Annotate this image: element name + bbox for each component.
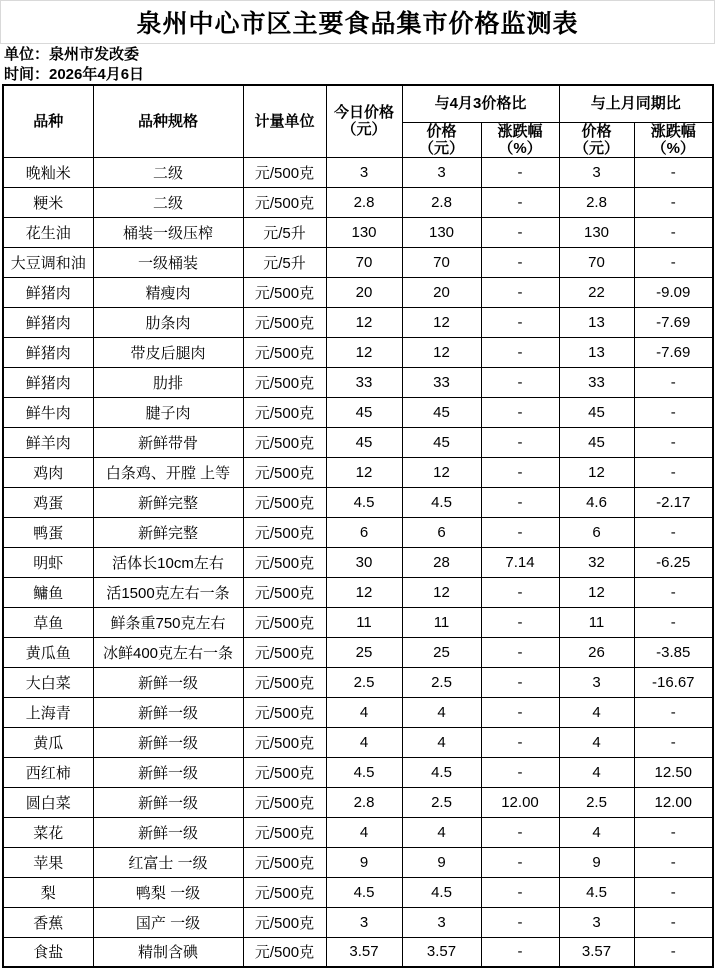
cell-month-price: 2.8 [559,187,634,217]
cell-month-change: 12.50 [634,757,713,787]
cell-apr3-change: - [481,817,559,847]
col-header-month-change-line1: 涨跌幅 [650,122,696,140]
cell-month-price: 4 [559,727,634,757]
cell-variety: 鲜猪肉 [3,367,93,397]
cell-month-change: -6.25 [634,547,713,577]
cell-today-price: 12 [326,577,402,607]
cell-month-change: - [634,577,713,607]
cell-spec: 冰鲜400克左右一条 [93,637,243,667]
cell-spec: 活体长10cm左右 [93,547,243,577]
col-header-spec: 品种规格 [93,85,243,157]
cell-month-change: - [634,937,713,967]
cell-month-change: - [634,517,713,547]
cell-spec: 鸭梨 一级 [93,877,243,907]
cell-variety: 梨 [3,877,93,907]
cell-unit: 元/500克 [243,427,326,457]
cell-variety: 鸡肉 [3,457,93,487]
cell-month-price: 33 [559,367,634,397]
table-row [3,307,713,337]
table-row [3,457,713,487]
table-row [3,157,713,187]
table-row [3,187,713,217]
cell-apr3-change: - [481,487,559,517]
cell-spec: 新鲜一级 [93,817,243,847]
table-row [3,937,713,967]
cell-unit: 元/5升 [243,247,326,277]
cell-spec: 桶装一级压榨 [93,217,243,247]
cell-unit: 元/500克 [243,727,326,757]
cell-month-change: - [634,457,713,487]
table-row [3,397,713,427]
cell-spec: 腱子肉 [93,397,243,427]
cell-variety: 花生油 [3,217,93,247]
cell-month-price: 11 [559,607,634,637]
cell-apr3-price: 3 [402,907,481,937]
cell-month-price: 3 [559,907,634,937]
cell-month-price: 13 [559,337,634,367]
cell-spec: 二级 [93,187,243,217]
cell-month-price: 32 [559,547,634,577]
cell-today-price: 4 [326,727,402,757]
cell-spec: 国产 一级 [93,907,243,937]
table-row [3,517,713,547]
cell-apr3-price: 4.5 [402,877,481,907]
cell-month-change: -2.17 [634,487,713,517]
col-header-unit: 计量单位 [243,85,326,157]
cell-month-price: 9 [559,847,634,877]
cell-month-price: 2.5 [559,787,634,817]
cell-today-price: 30 [326,547,402,577]
col-header-apr3-change-line2: （%） [498,139,542,157]
col-header-month-price-line2: （元） [573,139,619,157]
cell-spec: 红富士 一级 [93,847,243,877]
cell-today-price: 130 [326,217,402,247]
cell-variety: 鲜猪肉 [3,277,93,307]
cell-unit: 元/500克 [243,397,326,427]
cell-month-change: -7.69 [634,337,713,367]
col-header-apr3-price-line2: （元） [418,139,464,157]
table-row [3,757,713,787]
cell-month-change: -9.09 [634,277,713,307]
cell-variety: 黄瓜 [3,727,93,757]
table-row [3,667,713,697]
cell-today-price: 9 [326,847,402,877]
cell-today-price: 2.8 [326,787,402,817]
cell-unit: 元/500克 [243,667,326,697]
table-row [3,607,713,637]
cell-variety: 鲜羊肉 [3,427,93,457]
table-row [3,727,713,757]
cell-month-change: - [634,607,713,637]
cell-apr3-change: - [481,607,559,637]
table-row [3,787,713,817]
cell-month-change: - [634,157,713,187]
cell-today-price: 4.5 [326,877,402,907]
cell-unit: 元/500克 [243,307,326,337]
cell-spec: 新鲜一级 [93,667,243,697]
cell-apr3-price: 12 [402,337,481,367]
cell-unit: 元/500克 [243,547,326,577]
cell-month-price: 130 [559,217,634,247]
cell-variety: 圆白菜 [3,787,93,817]
header-row-1 [3,85,713,122]
table-row [3,427,713,457]
cell-apr3-price: 4 [402,727,481,757]
col-header-apr3-price [402,122,481,157]
cell-spec: 肋条肉 [93,307,243,337]
cell-month-price: 4 [559,697,634,727]
cell-variety: 大白菜 [3,667,93,697]
cell-unit: 元/500克 [243,517,326,547]
cell-today-price: 4 [326,697,402,727]
cell-month-change: - [634,847,713,877]
cell-variety: 鲜猪肉 [3,337,93,367]
table-row [3,817,713,847]
cell-unit: 元/500克 [243,187,326,217]
col-header-apr3-change [481,122,559,157]
cell-today-price: 2.5 [326,667,402,697]
cell-today-price: 4.5 [326,757,402,787]
cell-apr3-change: - [481,757,559,787]
table-row [3,637,713,667]
cell-month-change: -3.85 [634,637,713,667]
cell-apr3-change: - [481,727,559,757]
cell-apr3-price: 3.57 [402,937,481,967]
table-row [3,487,713,517]
table-row [3,367,713,397]
cell-spec: 新鲜一级 [93,757,243,787]
cell-variety: 鸭蛋 [3,517,93,547]
table-row [3,247,713,277]
cell-apr3-price: 2.8 [402,187,481,217]
cell-apr3-change: - [481,517,559,547]
cell-unit: 元/500克 [243,937,326,967]
table-body [3,157,713,967]
col-header-month-change-line2: （%） [651,139,695,157]
cell-variety: 食盐 [3,937,93,967]
cell-variety: 晚籼米 [3,157,93,187]
table-header [3,85,713,157]
cell-month-price: 12 [559,577,634,607]
cell-month-change: - [634,397,713,427]
cell-month-change: - [634,907,713,937]
cell-month-price: 45 [559,427,634,457]
page-title: 泉州中心市区主要食品集市价格监测表 [0,0,715,44]
cell-month-price: 4.6 [559,487,634,517]
cell-today-price: 12 [326,337,402,367]
cell-apr3-change: - [481,697,559,727]
cell-apr3-change: - [481,877,559,907]
cell-month-price: 6 [559,517,634,547]
cell-month-price: 3 [559,157,634,187]
cell-month-price: 4 [559,757,634,787]
cell-unit: 元/500克 [243,847,326,877]
cell-today-price: 3 [326,907,402,937]
cell-today-price: 6 [326,517,402,547]
col-header-month-price-line1: 价格 [581,122,612,140]
cell-apr3-price: 70 [402,247,481,277]
cell-unit: 元/500克 [243,787,326,817]
table-row [3,577,713,607]
cell-apr3-price: 20 [402,277,481,307]
cell-unit: 元/500克 [243,757,326,787]
cell-month-price: 12 [559,457,634,487]
meta-block [0,44,715,84]
cell-today-price: 45 [326,427,402,457]
cell-month-change: -7.69 [634,307,713,337]
cell-month-change: - [634,817,713,847]
cell-month-change: - [634,697,713,727]
table-row [3,907,713,937]
col-header-today-price-line2: （元） [341,121,387,139]
cell-unit: 元/500克 [243,907,326,937]
cell-apr3-price: 25 [402,637,481,667]
cell-month-change: - [634,247,713,277]
cell-month-price: 22 [559,277,634,307]
cell-spec: 新鲜一级 [93,787,243,817]
cell-unit: 元/500克 [243,487,326,517]
cell-spec: 新鲜带骨 [93,427,243,457]
cell-unit: 元/500克 [243,697,326,727]
cell-today-price: 3.57 [326,937,402,967]
cell-spec: 一级桶装 [93,247,243,277]
cell-month-change: -16.67 [634,667,713,697]
cell-variety: 鲜猪肉 [3,307,93,337]
cell-spec: 活1500克左右一条 [93,577,243,607]
cell-month-price: 4.5 [559,877,634,907]
table-row [3,217,713,247]
cell-apr3-price: 2.5 [402,667,481,697]
cell-unit: 元/500克 [243,457,326,487]
cell-apr3-price: 11 [402,607,481,637]
cell-apr3-change: - [481,337,559,367]
cell-spec: 二级 [93,157,243,187]
cell-apr3-price: 33 [402,367,481,397]
cell-month-change: - [634,427,713,457]
cell-month-price: 70 [559,247,634,277]
cell-today-price: 33 [326,367,402,397]
cell-spec: 新鲜完整 [93,487,243,517]
cell-variety: 西红柿 [3,757,93,787]
cell-unit: 元/5升 [243,217,326,247]
cell-spec: 新鲜完整 [93,517,243,547]
cell-month-price: 13 [559,307,634,337]
col-header-variety: 品种 [3,85,93,157]
cell-apr3-change: 7.14 [481,547,559,577]
cell-month-change: - [634,367,713,397]
cell-spec: 精制含碘 [93,937,243,967]
cell-variety: 香蕉 [3,907,93,937]
table-row [3,337,713,367]
cell-variety: 黄瓜鱼 [3,637,93,667]
table-row [3,547,713,577]
cell-month-change: 12.00 [634,787,713,817]
cell-apr3-change: - [481,637,559,667]
col-header-vs-apr3: 与4月3价格比 [402,85,559,122]
cell-apr3-change: - [481,307,559,337]
date-line: 时间：2026年4月6日 [4,66,145,83]
table-row [3,697,713,727]
cell-variety: 大豆调和油 [3,247,93,277]
col-header-month-change [634,122,713,157]
cell-variety: 鳙鱼 [3,577,93,607]
cell-unit: 元/500克 [243,637,326,667]
cell-variety: 粳米 [3,187,93,217]
cell-unit: 元/500克 [243,607,326,637]
cell-spec: 肋排 [93,367,243,397]
cell-unit: 元/500克 [243,817,326,847]
table-row [3,847,713,877]
unit-line: 单位：泉州市发改委 [4,46,140,63]
cell-apr3-change: - [481,247,559,277]
cell-apr3-change: - [481,937,559,967]
cell-apr3-change: - [481,847,559,877]
cell-today-price: 12 [326,457,402,487]
cell-apr3-change: - [481,907,559,937]
cell-apr3-price: 45 [402,397,481,427]
cell-month-change: - [634,217,713,247]
cell-apr3-price: 6 [402,517,481,547]
col-header-apr3-price-line1: 价格 [426,122,457,140]
cell-unit: 元/500克 [243,877,326,907]
cell-apr3-price: 45 [402,427,481,457]
cell-apr3-price: 9 [402,847,481,877]
cell-month-price: 3.57 [559,937,634,967]
cell-variety: 苹果 [3,847,93,877]
cell-today-price: 12 [326,307,402,337]
cell-apr3-change: - [481,187,559,217]
cell-apr3-price: 28 [402,547,481,577]
cell-today-price: 25 [326,637,402,667]
cell-apr3-price: 12 [402,457,481,487]
cell-apr3-price: 4.5 [402,487,481,517]
price-table [2,84,714,968]
col-header-vs-last-month: 与上月同期比 [559,85,713,122]
cell-today-price: 2.8 [326,187,402,217]
cell-variety: 鲜牛肉 [3,397,93,427]
cell-variety: 菜花 [3,817,93,847]
cell-month-price: 4 [559,817,634,847]
cell-month-change: - [634,187,713,217]
cell-variety: 明虾 [3,547,93,577]
cell-apr3-change: - [481,397,559,427]
cell-apr3-price: 2.5 [402,787,481,817]
cell-spec: 带皮后腿肉 [93,337,243,367]
cell-apr3-change: - [481,577,559,607]
cell-apr3-change: - [481,277,559,307]
cell-apr3-change: - [481,367,559,397]
cell-today-price: 4 [326,817,402,847]
cell-unit: 元/500克 [243,337,326,367]
cell-today-price: 11 [326,607,402,637]
cell-month-change: - [634,877,713,907]
cell-today-price: 20 [326,277,402,307]
cell-unit: 元/500克 [243,277,326,307]
table-row [3,877,713,907]
col-header-apr3-change-line1: 涨跌幅 [497,122,543,140]
cell-spec: 精瘦肉 [93,277,243,307]
cell-variety: 草鱼 [3,607,93,637]
cell-spec: 鲜条重750克左右 [93,607,243,637]
col-header-today-price [326,85,402,157]
cell-apr3-price: 4 [402,697,481,727]
cell-apr3-price: 130 [402,217,481,247]
cell-today-price: 3 [326,157,402,187]
cell-apr3-price: 4.5 [402,757,481,787]
cell-unit: 元/500克 [243,157,326,187]
cell-today-price: 45 [326,397,402,427]
cell-apr3-price: 4 [402,817,481,847]
table-row [3,277,713,307]
cell-apr3-change: - [481,157,559,187]
col-header-today-price-line1: 今日价格 [333,104,394,122]
cell-month-price: 45 [559,397,634,427]
cell-apr3-change: - [481,427,559,457]
cell-today-price: 4.5 [326,487,402,517]
cell-spec: 新鲜一级 [93,697,243,727]
cell-month-price: 26 [559,637,634,667]
cell-apr3-price: 3 [402,157,481,187]
cell-spec: 白条鸡、开膛 上等 [93,457,243,487]
cell-apr3-price: 12 [402,577,481,607]
cell-spec: 新鲜一级 [93,727,243,757]
cell-unit: 元/500克 [243,577,326,607]
cell-apr3-change: 12.00 [481,787,559,817]
cell-apr3-price: 12 [402,307,481,337]
cell-variety: 鸡蛋 [3,487,93,517]
col-header-month-price [559,122,634,157]
cell-apr3-change: - [481,217,559,247]
cell-apr3-change: - [481,457,559,487]
cell-unit: 元/500克 [243,367,326,397]
cell-month-price: 3 [559,667,634,697]
cell-variety: 上海青 [3,697,93,727]
cell-today-price: 70 [326,247,402,277]
cell-month-change: - [634,727,713,757]
cell-apr3-change: - [481,667,559,697]
